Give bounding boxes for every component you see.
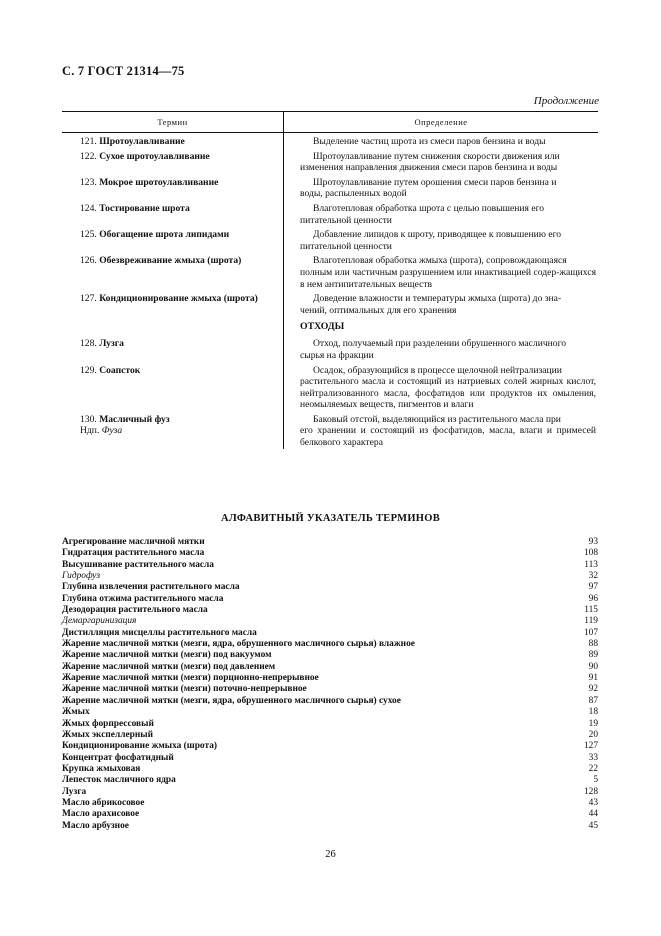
definition-rest: изменения направления движения смеси паров бензина и воды	[300, 162, 558, 174]
definition-cell	[283, 365, 598, 411]
index-term: Концентрат фосфатидный	[62, 752, 174, 763]
definition-cell	[283, 255, 598, 290]
index-page-ref: 18	[588, 707, 598, 718]
index-page-ref: 91	[588, 673, 598, 684]
term-number: 127.	[80, 293, 97, 305]
term-name: Обезвреживание жмыха (шрота)	[99, 255, 242, 267]
table-row	[62, 226, 598, 252]
index-page-ref: 22	[588, 763, 598, 774]
index-term: Гидрофуз	[62, 571, 100, 582]
index-entry	[62, 605, 598, 616]
index-term: Лепесток масличного ядра	[62, 775, 176, 786]
index-page-ref: 33	[588, 752, 598, 763]
table-row	[62, 336, 598, 361]
term-name: Мокрое шротоулавливание	[99, 176, 219, 188]
table-row	[62, 200, 598, 226]
definition-cell	[283, 177, 598, 200]
table-body	[62, 133, 598, 449]
definition-cell	[283, 229, 598, 252]
continued-label: Продолжение	[533, 95, 599, 107]
definition-rest: полным или частичным разрушением или инактивацией содер-жащихся в нем антипитательных веществ	[300, 266, 596, 290]
index-term: Жарение масличной мятки (мезги, ядра, обрушенного масличного сырья) влажное	[62, 639, 415, 650]
term-number: 125.	[80, 229, 97, 241]
index-entry	[62, 707, 598, 718]
term-cell	[62, 203, 283, 226]
table-header	[62, 111, 598, 133]
index-term: Жарение масличной мятки (мезги) порционно-непрерывное	[62, 673, 319, 684]
table-row	[62, 252, 598, 290]
index-entry	[62, 684, 598, 695]
index-term: Демаргаринизация	[62, 616, 137, 627]
deprecated-term	[80, 425, 283, 437]
term-number: 122.	[80, 150, 97, 162]
term-name: Кондиционирование жмыха (шрота)	[99, 293, 258, 305]
definition-cell	[283, 151, 598, 174]
alphabetical-index	[62, 537, 598, 832]
table-row	[62, 133, 598, 148]
deprecated-label: Ндп.	[80, 425, 100, 437]
index-term: Гидратация растительного масла	[62, 548, 205, 559]
index-entry	[62, 582, 598, 593]
definition-cell	[283, 203, 598, 226]
index-term: Жарение масличной мятки (мезги) под вакуумом	[62, 650, 272, 661]
index-entry	[62, 730, 598, 741]
column-divider	[283, 133, 284, 449]
table-row	[62, 174, 598, 200]
index-entry	[62, 719, 598, 730]
index-term: Глубина отжима растительного масла	[62, 593, 224, 604]
table-row	[62, 148, 598, 174]
index-entry	[62, 662, 598, 673]
index-entry	[62, 639, 598, 650]
index-page-ref: 32	[588, 571, 598, 582]
index-entry	[62, 594, 598, 605]
index-term: Дистилляция мисцеллы растительного масла	[62, 627, 257, 638]
index-term: Высушивание растительного масла	[62, 559, 214, 570]
index-page-ref: 128	[583, 786, 598, 797]
index-term: Жмых форпрессовый	[62, 718, 154, 729]
index-page-ref: 113	[584, 559, 598, 570]
term-name: Лузга	[99, 338, 124, 350]
term-number: 123.	[80, 176, 97, 188]
page-header: С. 7 ГОСТ 21314—75	[62, 64, 185, 78]
term-name: Тостирование шрота	[99, 202, 190, 214]
index-term: Жарение масличной мятки (мезги) под давлением	[62, 661, 276, 672]
definition-rest: чений, оптимальных для его хранения	[300, 304, 457, 316]
index-page-ref: 89	[588, 650, 598, 661]
index-entry	[62, 571, 598, 582]
term-cell	[62, 151, 283, 174]
table-row	[62, 362, 598, 411]
index-term: Агрегирование масличной мятки	[62, 537, 205, 547]
term-cell	[62, 229, 283, 252]
term-number: 130.	[80, 413, 97, 425]
index-term: Глубина извлечения растительного масла	[62, 582, 240, 593]
terms-table	[62, 111, 598, 449]
index-entry	[62, 821, 598, 832]
index-page-ref: 88	[588, 639, 598, 650]
definition-first-line: Баковый отстой, выделяющийся из растительного масла при	[313, 413, 561, 425]
index-term: Жмых экспеллерный	[62, 729, 153, 740]
index-page-ref: 87	[588, 695, 598, 706]
index-term: Дезодорация растительного масла	[62, 605, 208, 616]
index-term: Жарение масличной мятки (мезги) поточно-непрерывное	[62, 684, 307, 695]
index-page-ref: 108	[583, 548, 598, 559]
table-row	[62, 290, 598, 316]
term-cell	[62, 136, 283, 148]
index-term: Масло абрикосовое	[62, 797, 145, 808]
index-page-ref: 20	[588, 729, 598, 740]
term-number: 126.	[80, 255, 97, 267]
index-page-ref: 44	[588, 809, 598, 820]
table-row	[62, 411, 598, 449]
index-entry	[62, 650, 598, 661]
definition-rest: растительного масла и состоящий из натриевых солей жирных кислот, нейтрализованного масла, фосфатидов или продуктов их омыления, неомыляемых веществ, пигментов и влаги	[300, 376, 596, 411]
index-entry	[62, 560, 598, 571]
index-page-ref: 97	[588, 582, 598, 593]
definition-first-line: Шротоулавливание путем орошения смеси паров бензина и	[313, 176, 557, 188]
term-cell	[62, 414, 283, 449]
index-page-ref: 90	[588, 661, 598, 672]
index-entry	[62, 787, 598, 798]
index-entry	[62, 537, 598, 548]
index-entry	[62, 628, 598, 639]
index-term: Кондиционирование жмыха (шрота)	[62, 741, 218, 752]
definition-first-line: Влаготепловая обработка шрота с целью повышения его	[313, 202, 545, 214]
index-entry	[62, 673, 598, 684]
term-name: Шротоулавливание	[99, 136, 185, 147]
definition-cell	[283, 136, 598, 148]
index-term: Жмых	[62, 707, 90, 718]
term-cell	[62, 177, 283, 200]
index-entry	[62, 548, 598, 559]
index-page-ref: 107	[583, 627, 598, 638]
definition-cell	[283, 414, 598, 449]
index-term: Лузга	[62, 786, 87, 797]
definition-first-line: Шротоулавливание путем снижения скорости движения или	[313, 150, 560, 162]
definition-first-line: Доведение влажности и температуры жмыха (шрота) до зна-	[313, 293, 562, 305]
page-number: 26	[325, 849, 336, 860]
definition-rest: воды, распыленных водой	[300, 188, 407, 200]
index-page-ref: 92	[588, 684, 598, 695]
definition-first-line: Влаготепловая обработка жмыха (шрота), сопровождающаяся	[313, 255, 567, 267]
definition-first-line: Выделение частиц шрота из смеси паров бензина и воды	[313, 136, 546, 147]
section-heading: ОТХОДЫ	[300, 320, 345, 332]
term-name: Сухое шротоулавливание	[99, 150, 210, 162]
index-entry	[62, 696, 598, 707]
index-title: АЛФАВИТНЫЙ УКАЗАТЕЛЬ ТЕРМИНОВ	[220, 513, 441, 524]
index-entry	[62, 764, 598, 775]
definition-cell	[283, 338, 598, 361]
index-entry	[62, 616, 598, 627]
index-page-ref: 19	[588, 718, 598, 729]
index-page-ref: 96	[588, 593, 598, 604]
index-term: Жарение масличной мятки (мезги, ядра, обрушенного масличного сырья) сухое	[62, 695, 401, 706]
index-page-ref: 115	[584, 605, 598, 616]
term-name: Масличный фуз	[99, 413, 170, 425]
term-cell	[62, 365, 283, 411]
index-page-ref: 5	[593, 775, 598, 786]
term-name: Обогащение шрота липидами	[99, 229, 230, 241]
column-header-definition: Определение	[414, 117, 468, 127]
definition-first-line: Отход, получаемый при разделении обрушенного масличного	[313, 338, 567, 350]
index-entry	[62, 809, 598, 820]
deprecated-term-name: Фуза	[101, 425, 123, 437]
term-name: Соапсток	[99, 364, 141, 376]
index-entry	[62, 775, 598, 786]
term-number: 129.	[80, 364, 97, 376]
term-number: 121.	[80, 136, 97, 147]
index-page-ref: 119	[584, 616, 598, 627]
term-number: 124.	[80, 202, 97, 214]
index-page-ref: 45	[588, 820, 598, 831]
index-page-ref: 93	[588, 537, 598, 547]
definition-rest: его хранении и состоящий из фосфатидов, масла, влаги и примесей белкового характера	[300, 425, 596, 449]
index-term: Крупка жмыховая	[62, 763, 141, 774]
definition-first-line: Осадок, образующийся в процессе щелочной нейтрализации	[313, 364, 562, 376]
definition-rest: питательной ценности	[300, 240, 392, 252]
definition-cell	[283, 293, 598, 316]
term-number: 128.	[80, 338, 97, 350]
index-entry	[62, 753, 598, 764]
term-cell	[62, 255, 283, 290]
index-entry	[62, 798, 598, 809]
definition-rest: сырья на фракции	[300, 349, 374, 361]
index-page-ref: 127	[583, 741, 598, 752]
term-cell	[62, 293, 283, 316]
definition-rest: питательной ценности	[300, 214, 392, 226]
index-entry	[62, 741, 598, 752]
index-term: Масло арбузное	[62, 820, 129, 831]
index-page-ref: 43	[588, 797, 598, 808]
term-cell	[62, 338, 283, 361]
column-header-term: Термин	[62, 112, 284, 132]
index-term: Масло арахисовое	[62, 809, 140, 820]
definition-first-line: Добавление липидов к шроту, приводящее к повышению его	[313, 229, 562, 241]
